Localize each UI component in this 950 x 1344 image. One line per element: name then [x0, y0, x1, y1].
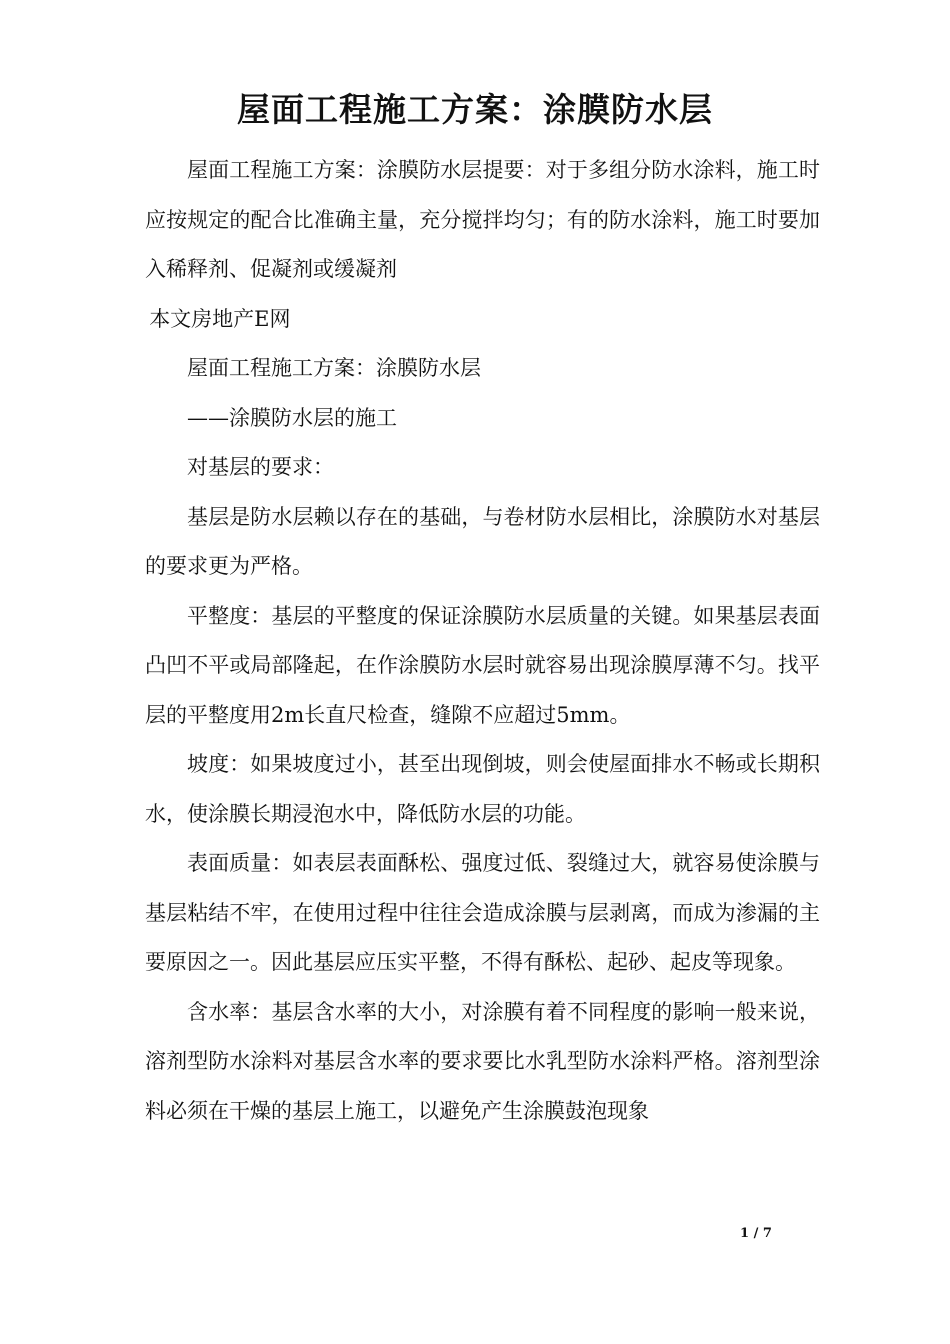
subheading-line: ——涂膜防水层的施工: [187, 405, 397, 430]
surface-quality-paragraph: 表面质量：如表层表面酥松、强度过低、裂缝过大，就容易使涂膜与基层粘结不牢，在使用过程中往往会造成涂膜与层剥离，而成为渗漏的主要原因之一。因此基层应压实平整，不得有酥松、起砂、起皮等现象。: [145, 851, 820, 974]
base-requirements-heading: 对基层的要求：: [187, 455, 334, 479]
page-indicator: 1 / 7: [740, 1226, 772, 1241]
summary-paragraph: 屋面工程施工方案：涂膜防水层提要：对于多组分防水涂料，施工时应按规定的配合比准确主量，充分搅拌均匀；有的防水涂料，施工时要加入稀释剂、促凝剂或缓凝剂: [145, 158, 820, 281]
slope-paragraph: 坡度：如果坡度过小，甚至出现倒坡，则会使屋面排水不畅或长期积水，使涂膜长期浸泡水中，降低防水层的功能。: [145, 752, 820, 826]
document-title: 屋面工程施工方案：涂膜防水层: [237, 90, 713, 129]
base-overview-paragraph: 基层是防水层赖以存在的基础，与卷材防水层相比，涂膜防水对基层的要求更为严格。: [145, 504, 820, 578]
section-title-line: 屋面工程施工方案：涂膜防水层: [187, 356, 481, 380]
source-line: 本文房地产E网: [149, 306, 291, 331]
flatness-paragraph: 平整度：基层的平整度的保证涂膜防水层质量的关键。如果基层表面凸凹不平或局部隆起，在作涂膜防水层时就容易出现涂膜厚薄不匀。找平层的平整度用2m长直尺检查，缝隙不应超过5mm。: [145, 603, 820, 727]
document-body: [145, 146, 820, 1136]
moisture-paragraph: 含水率：基层含水率的大小，对涂膜有着不同程度的影响一般来说，溶剂型防水涂料对基层含水率的要求要比水乳型防水涂料严格。溶剂型涂料必须在干燥的基层上施工，以避免产生涂膜鼓泡现象: [145, 999, 820, 1123]
